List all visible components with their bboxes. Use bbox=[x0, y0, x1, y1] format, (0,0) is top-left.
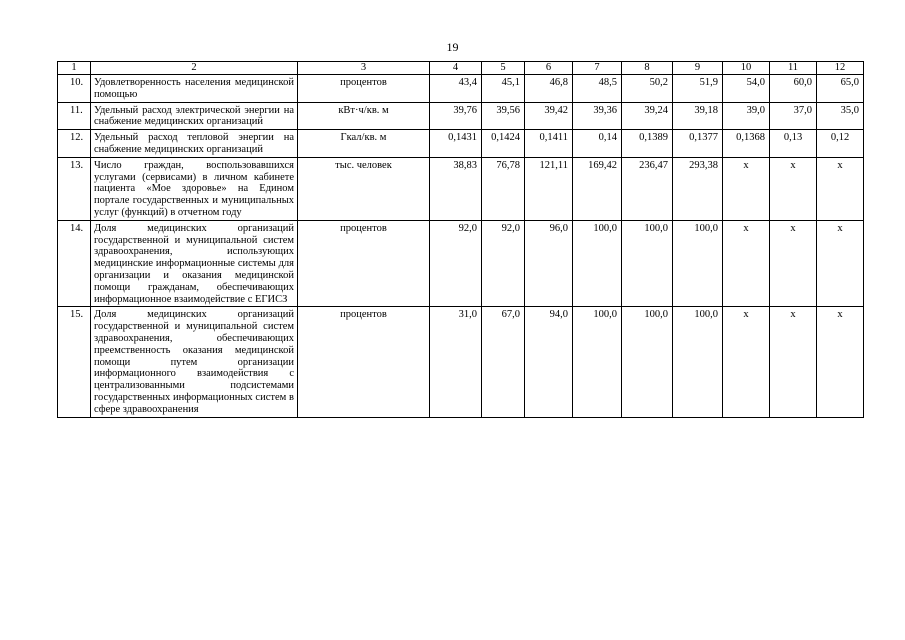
indicator-name: Удовлетворенность населения медицинской помощью bbox=[91, 75, 298, 103]
unit-cell: процентов bbox=[298, 75, 430, 103]
value-cell: 0,1431 bbox=[430, 130, 482, 158]
value-cell: 39,76 bbox=[430, 102, 482, 130]
column-header: 2 bbox=[91, 62, 298, 75]
value-cell: 39,24 bbox=[622, 102, 673, 130]
indicator-name: Удельный расход электрической энергии на снабжение медицинских организаций bbox=[91, 102, 298, 130]
value-cell: х bbox=[770, 220, 817, 307]
value-cell: 0,1377 bbox=[673, 130, 723, 158]
value-cell: 65,0 bbox=[817, 75, 864, 103]
column-header: 12 bbox=[817, 62, 864, 75]
value-cell: 37,0 bbox=[770, 102, 817, 130]
value-cell: 96,0 bbox=[525, 220, 573, 307]
row-number: 13. bbox=[58, 157, 91, 220]
indicator-name: Удельный расход тепловой энергии на снабжение медицинских организаций bbox=[91, 130, 298, 158]
value-cell: 50,2 bbox=[622, 75, 673, 103]
unit-cell: кВт·ч/кв. м bbox=[298, 102, 430, 130]
value-cell: 31,0 bbox=[430, 307, 482, 417]
value-cell: 100,0 bbox=[573, 307, 622, 417]
value-cell: 39,42 bbox=[525, 102, 573, 130]
value-cell: 39,36 bbox=[573, 102, 622, 130]
unit-cell: процентов bbox=[298, 307, 430, 417]
value-cell: 51,9 bbox=[673, 75, 723, 103]
unit-cell: процентов bbox=[298, 220, 430, 307]
value-cell: 121,11 bbox=[525, 157, 573, 220]
value-cell: х bbox=[817, 307, 864, 417]
column-header: 8 bbox=[622, 62, 673, 75]
value-cell: 100,0 bbox=[673, 307, 723, 417]
table-row bbox=[58, 75, 864, 103]
value-cell: 35,0 bbox=[817, 102, 864, 130]
table-header-row bbox=[58, 62, 864, 75]
value-cell: 0,1389 bbox=[622, 130, 673, 158]
column-header: 5 bbox=[482, 62, 525, 75]
value-cell: 0,1368 bbox=[723, 130, 770, 158]
value-cell: 39,18 bbox=[673, 102, 723, 130]
value-cell: х bbox=[770, 307, 817, 417]
value-cell: 39,56 bbox=[482, 102, 525, 130]
table-row bbox=[58, 102, 864, 130]
table-row bbox=[58, 157, 864, 220]
value-cell: 0,12 bbox=[817, 130, 864, 158]
column-header: 4 bbox=[430, 62, 482, 75]
value-cell: 48,5 bbox=[573, 75, 622, 103]
column-header: 10 bbox=[723, 62, 770, 75]
value-cell: 100,0 bbox=[622, 307, 673, 417]
column-header: 7 bbox=[573, 62, 622, 75]
indicator-name: Число граждан, воспользовавшихся услугами (сервисами) в личном кабинете пациента «Мое здоровье» на Едином портале государственных и муниципальных услуг (функций) в отчетном году bbox=[91, 157, 298, 220]
value-cell: 0,13 bbox=[770, 130, 817, 158]
table-row bbox=[58, 130, 864, 158]
value-cell: 43,4 bbox=[430, 75, 482, 103]
column-header: 11 bbox=[770, 62, 817, 75]
value-cell: 0,1411 bbox=[525, 130, 573, 158]
value-cell: 45,1 bbox=[482, 75, 525, 103]
indicators-table bbox=[57, 61, 864, 418]
value-cell: 46,8 bbox=[525, 75, 573, 103]
value-cell: 60,0 bbox=[770, 75, 817, 103]
value-cell: 54,0 bbox=[723, 75, 770, 103]
value-cell: 100,0 bbox=[573, 220, 622, 307]
row-number: 14. bbox=[58, 220, 91, 307]
row-number: 10. bbox=[58, 75, 91, 103]
indicator-name: Доля медицинских организаций государственной и муниципальной систем здравоохранения, использующих медицинские информационные системы для организации и оказания медицинской помощи гражданам, обеспечивающих информационное взаимодействие с ЕГИСЗ bbox=[91, 220, 298, 307]
column-header: 3 bbox=[298, 62, 430, 75]
column-header: 6 bbox=[525, 62, 573, 75]
value-cell: х bbox=[723, 157, 770, 220]
column-header: 1 bbox=[58, 62, 91, 75]
unit-cell: Гкал/кв. м bbox=[298, 130, 430, 158]
value-cell: х bbox=[817, 157, 864, 220]
value-cell: х bbox=[723, 307, 770, 417]
value-cell: 94,0 bbox=[525, 307, 573, 417]
value-cell: 67,0 bbox=[482, 307, 525, 417]
value-cell: х bbox=[770, 157, 817, 220]
row-number: 15. bbox=[58, 307, 91, 417]
row-number: 12. bbox=[58, 130, 91, 158]
value-cell: 236,47 bbox=[622, 157, 673, 220]
value-cell: 38,83 bbox=[430, 157, 482, 220]
value-cell: х bbox=[723, 220, 770, 307]
page-number: 19 bbox=[446, 40, 459, 54]
value-cell: 293,38 bbox=[673, 157, 723, 220]
value-cell: 92,0 bbox=[482, 220, 525, 307]
value-cell: 100,0 bbox=[622, 220, 673, 307]
indicator-name: Доля медицинских организаций государственной и муниципальной систем здравоохранения, обеспечивающих преемственность оказания медицинской помощи путем организации информационного взаимодействия с централизованными подсистемами государственных информационных систем в сфере здравоохранения bbox=[91, 307, 298, 417]
column-header: 9 bbox=[673, 62, 723, 75]
value-cell: 76,78 bbox=[482, 157, 525, 220]
value-cell: 100,0 bbox=[673, 220, 723, 307]
value-cell: 169,42 bbox=[573, 157, 622, 220]
table-row bbox=[58, 307, 864, 417]
table-row bbox=[58, 220, 864, 307]
value-cell: х bbox=[817, 220, 864, 307]
value-cell: 92,0 bbox=[430, 220, 482, 307]
row-number: 11. bbox=[58, 102, 91, 130]
unit-cell: тыс. человек bbox=[298, 157, 430, 220]
value-cell: 0,14 bbox=[573, 130, 622, 158]
value-cell: 39,0 bbox=[723, 102, 770, 130]
value-cell: 0,1424 bbox=[482, 130, 525, 158]
